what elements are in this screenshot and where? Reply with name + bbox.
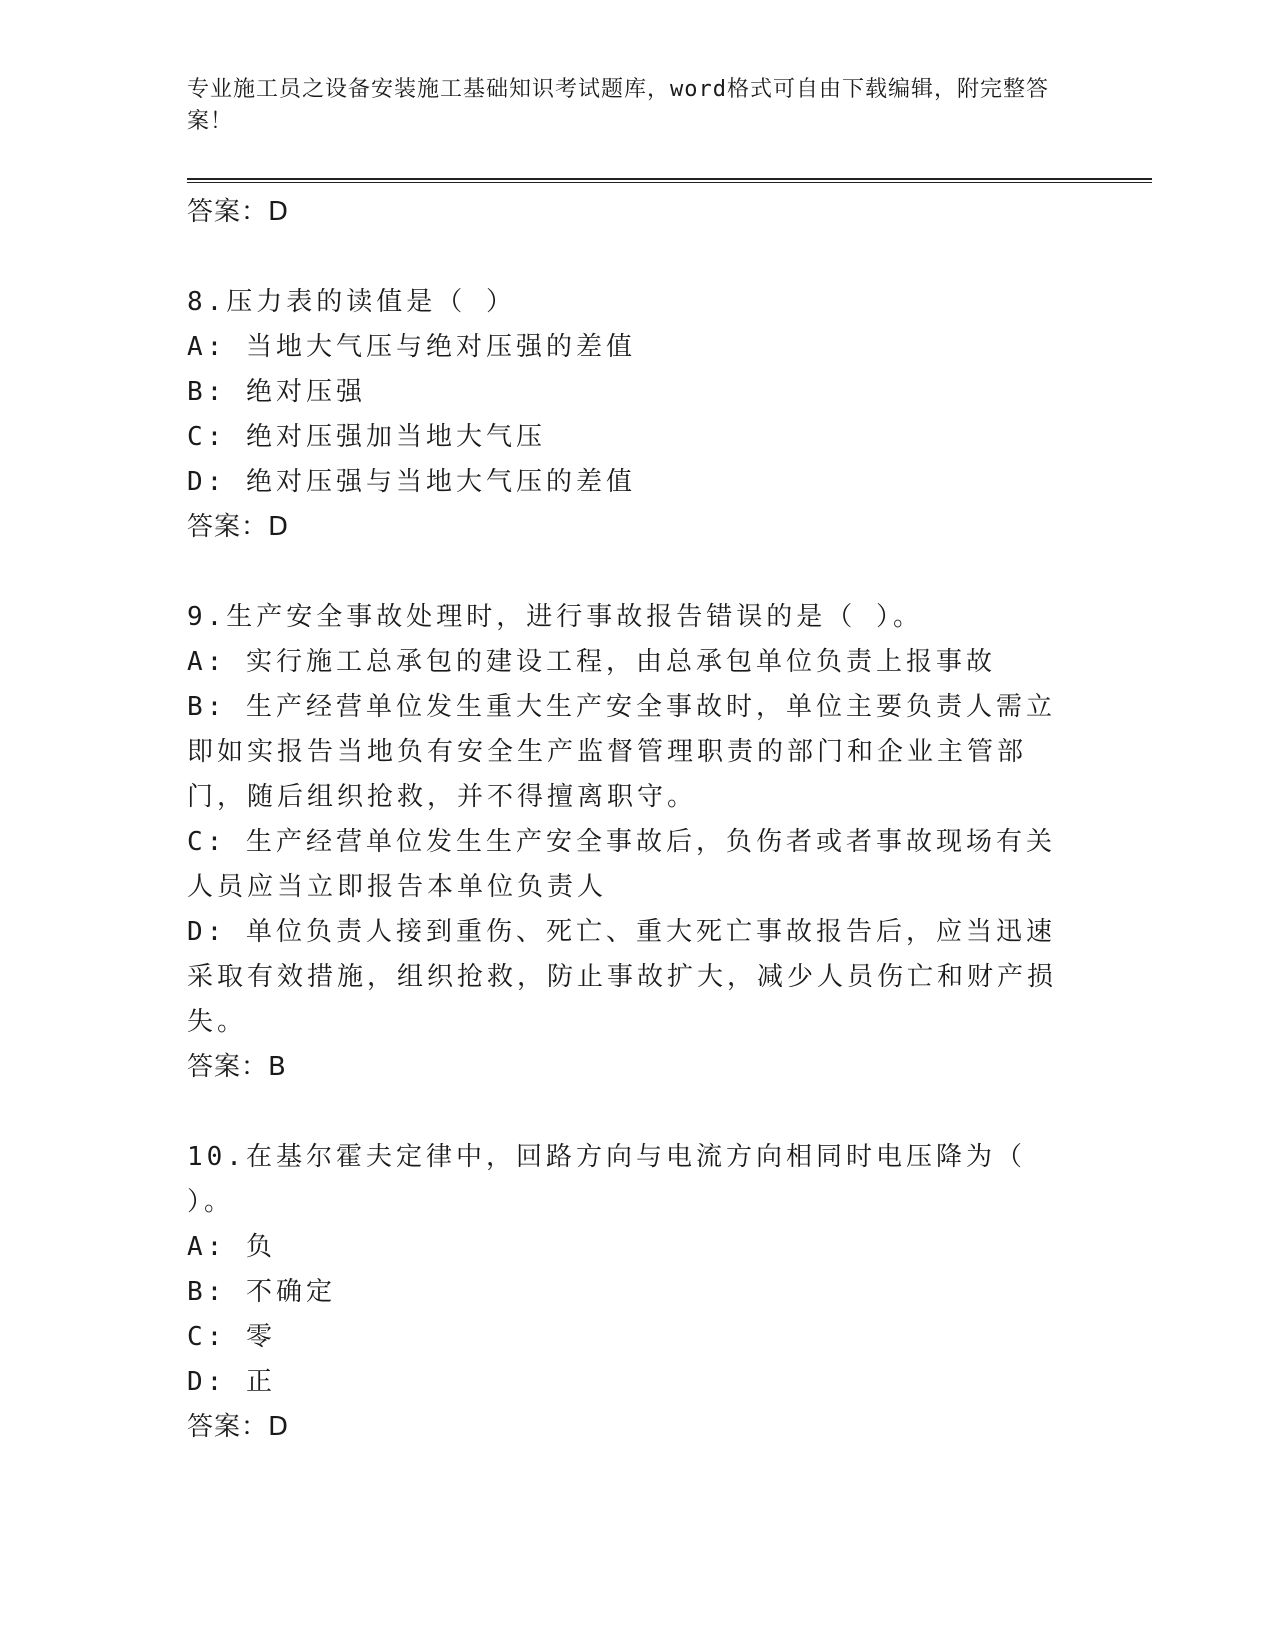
answer: 答案：B <box>187 1052 287 1082</box>
document-body <box>187 190 1067 1449</box>
header-divider <box>187 178 1152 183</box>
answer: 答案：D <box>187 1412 290 1442</box>
question-stem: 9.生产安全事故处理时，进行事故报告错误的是（ ）。 <box>187 602 923 632</box>
answer: 答案：D <box>187 512 290 542</box>
option-c: C: 零 <box>187 1322 276 1352</box>
option-c: C: 生产经营单位发生生产安全事故后，负伤者或者事故现场有关人员应当立即报告本单位负责人 <box>187 827 1056 902</box>
option-d: D: 单位负责人接到重伤、死亡、重大死亡事故报告后，应当迅速采取有效措施，组织抢救，防止事故扩大，减少人员伤亡和财产损失。 <box>187 917 1058 1037</box>
page-header: 专业施工员之设备安装施工基础知识考试题库，word格式可自由下载编辑，附完整答案！ <box>187 77 1049 134</box>
option-b: B: 不确定 <box>187 1277 336 1307</box>
option-a: A: 实行施工总承包的建设工程，由总承包单位负责上报事故 <box>187 647 996 677</box>
option-a: A: 负 <box>187 1232 276 1262</box>
option-d: D: 绝对压强与当地大气压的差值 <box>187 467 636 497</box>
option-d: D: 正 <box>187 1367 276 1397</box>
question-8 <box>187 280 1067 549</box>
option-c: C: 绝对压强加当地大气压 <box>187 422 546 452</box>
question-9 <box>187 595 1067 1089</box>
option-b: B: 生产经营单位发生重大生产安全事故时，单位主要负责人需立即如实报告当地负有安全生产监督管理职责的部门和企业主管部门，随后组织抢救，并不得擅离职守。 <box>187 692 1056 812</box>
option-a: A: 当地大气压与绝对压强的差值 <box>187 332 636 362</box>
previous-answer: 答案：D <box>187 197 290 227</box>
option-b: B: 绝对压强 <box>187 377 366 407</box>
question-10 <box>187 1135 1067 1449</box>
question-stem: 10.在基尔霍夫定律中，回路方向与电流方向相同时电压降为（ ）。 <box>187 1142 1026 1217</box>
question-stem: 8.压力表的读值是（ ） <box>187 287 516 317</box>
